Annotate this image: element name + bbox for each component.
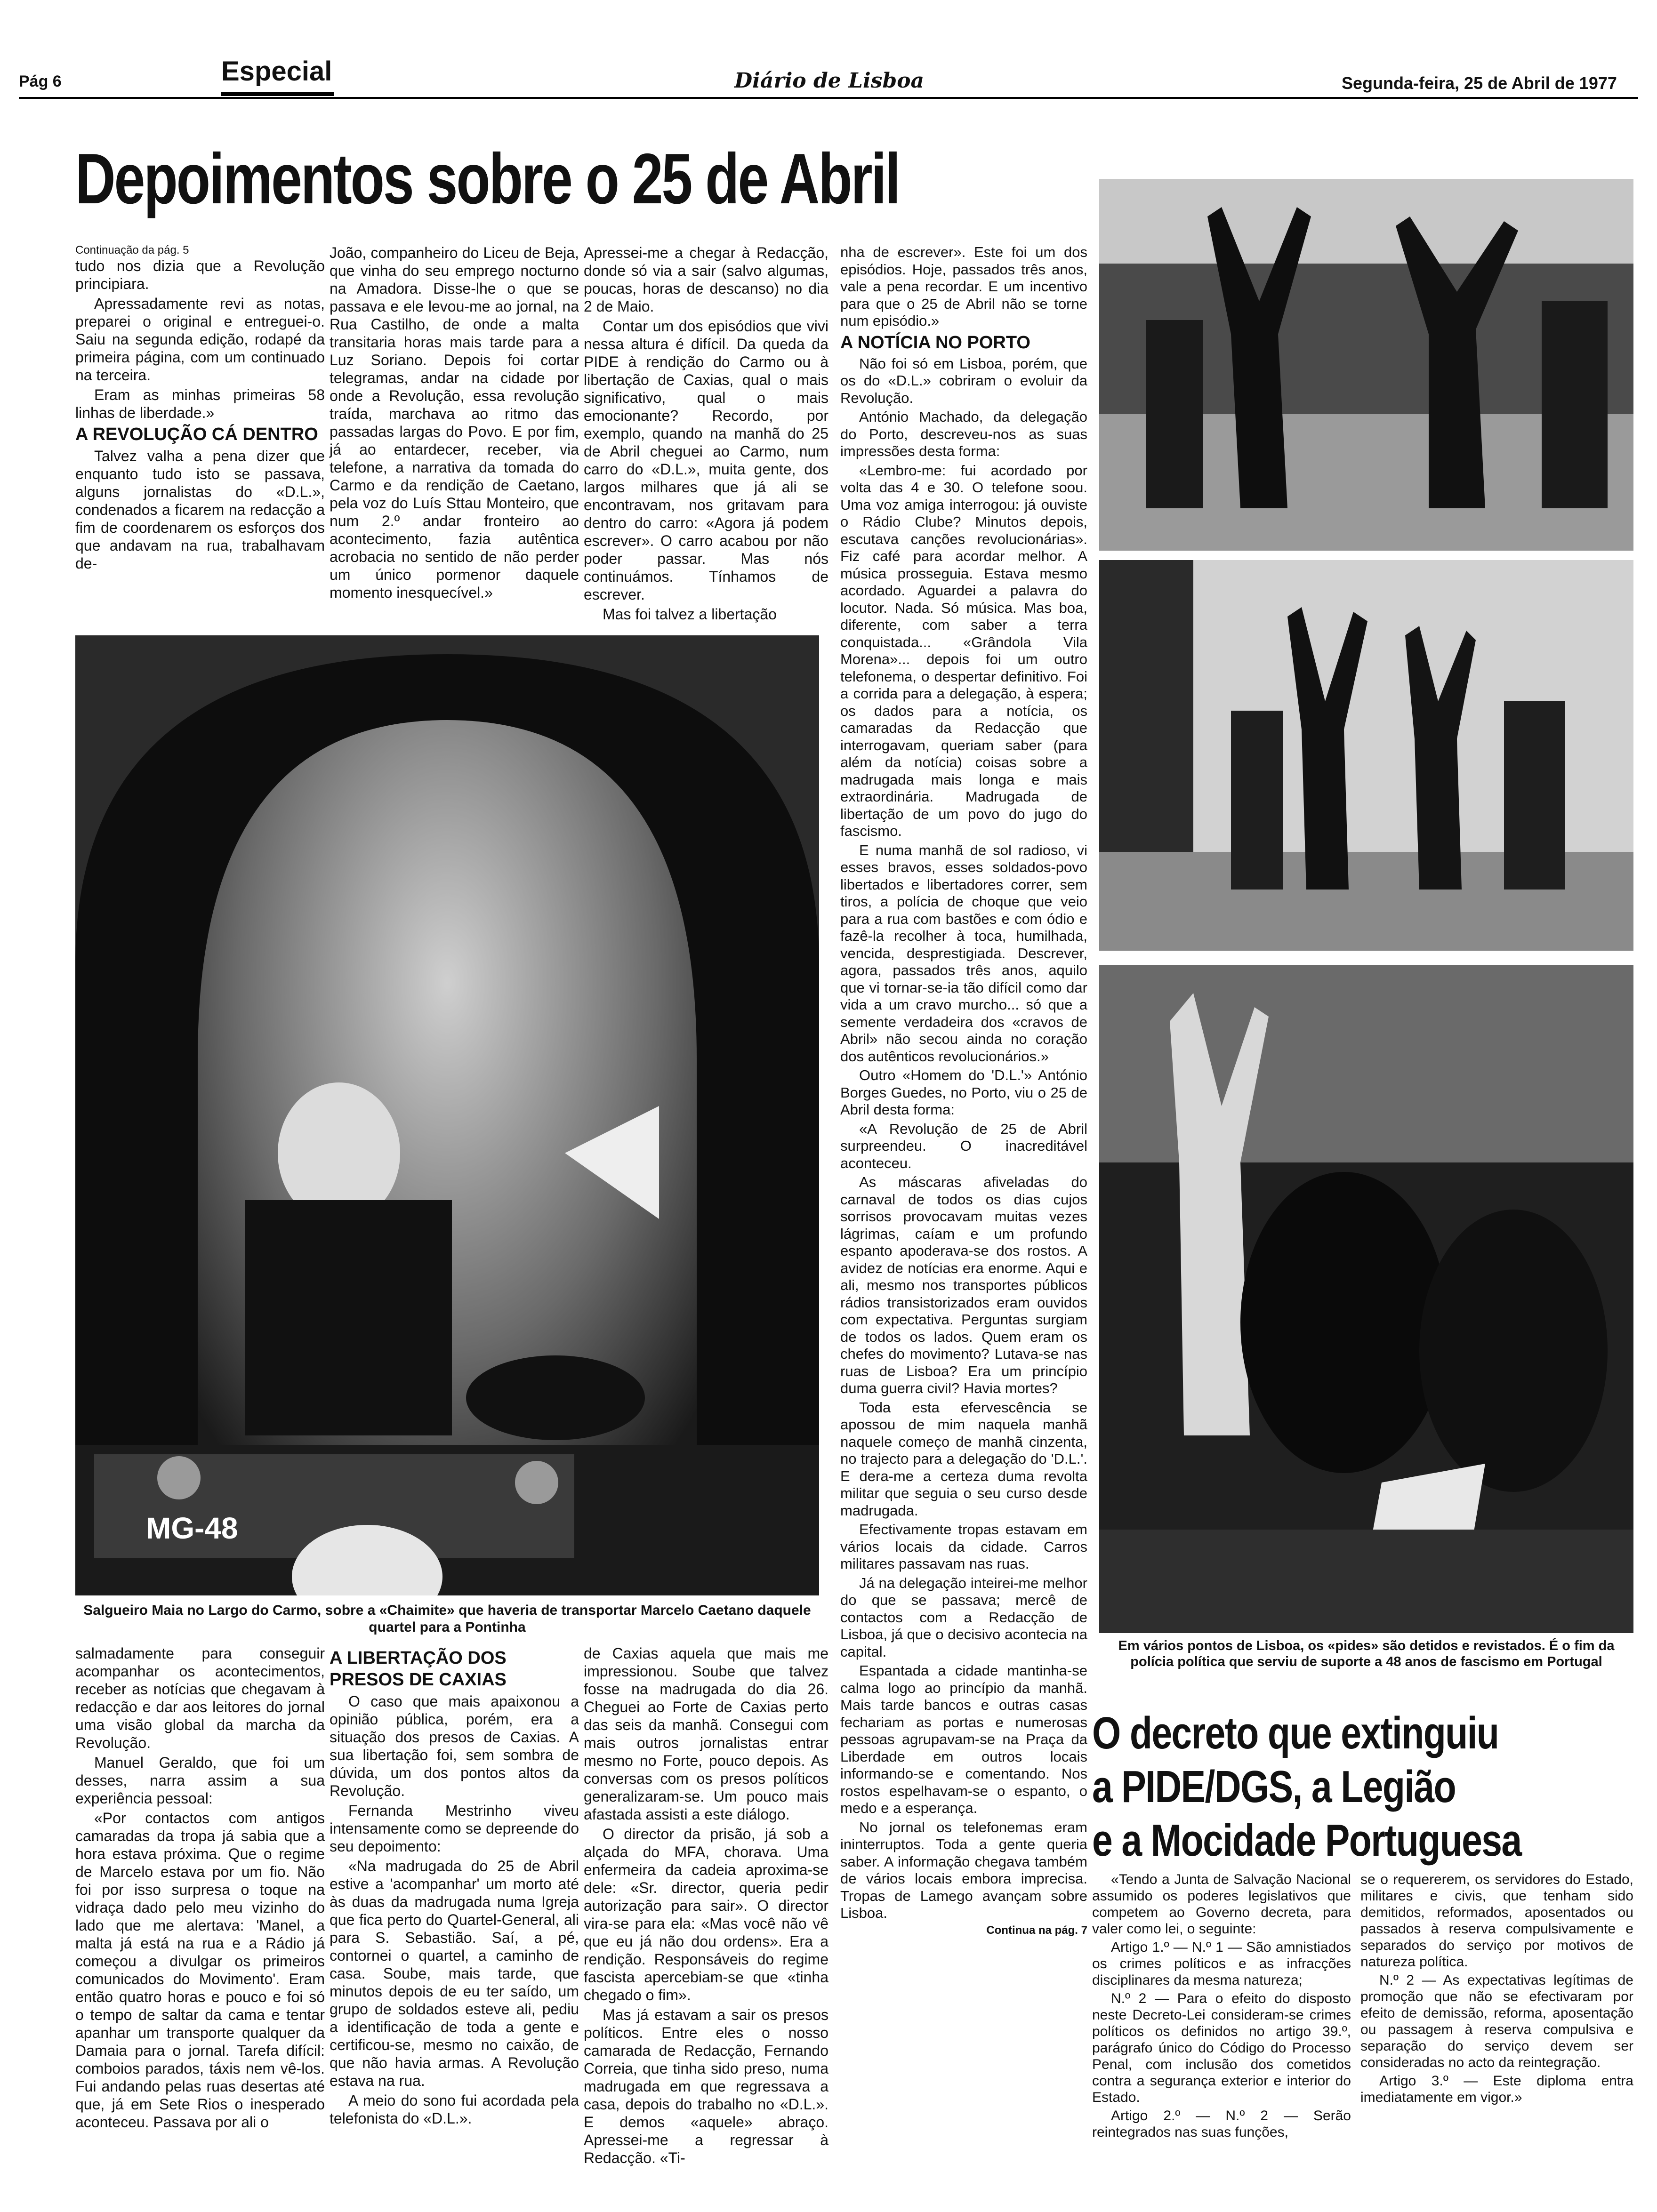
paragraph: O director da prisão, já sob a alçada do MFA, chorava. Uma enfermeira da cadeia aproxima-se dele: «Sr. director, queria pedir autorização para sair». O director vira-se para ela: «Mas você não vê que eu já não dou ordens». Era a rendição. Responsáveis do regime fascista apercebiam-se que «tinha chegado o fim». [584, 1826, 828, 2004]
paragraph: salmadamente para conseguir acompanhar os acontecimentos, receber as notícias que chegavam à redacção e dar aos leitores do jornal uma visão global da marcha da Revolução. [75, 1645, 325, 1751]
masthead: Diário de Lisboa [734, 69, 925, 93]
header-rule [19, 97, 1638, 99]
vehicle-plate: MG-48 [146, 1511, 238, 1545]
column-1-top [75, 244, 325, 620]
column-3-bottom [584, 1644, 828, 2190]
paragraph: Apressadamente revi as notas, preparei o original e entreguei-o. Saiu na segunda edição, rodapé da primeira página, com um continuado na terceira. [75, 295, 325, 384]
issue-date: Segunda-feira, 25 de Abril de 1977 [1342, 73, 1617, 93]
decree-headline-line-3: e a Mocidade Portuguesa [1092, 1815, 1521, 1866]
paragraph: Contar um dos episódios que vivi nessa altura é difícil. Da queda da PIDE à rendição do Carmo ou à libertação de Caxias, qual o mais significativo, qual o mais emocionante? Recordo, por exemplo, quando na manhã do 25 de Abril cheguei ao Carmo, num carro do «D.L.», muita gente, dos largos milhares que já ali se encontravam, nos gritavam para dentro do carro: «Agora já podem escrever». O carro acabou por não poder passar. Mas nós continuámos. Tínhamos de escrever. [584, 318, 828, 603]
paragraph: Já na delegação inteirei-me melhor do que se passava; mercê de contactos com a Redacção de Lisboa, já que o decisivo acontecia na capital. [840, 1574, 1087, 1660]
paragraph: tudo nos dizia que a Revolução principiara. [75, 257, 325, 292]
paragraph: «Tendo a Junta de Salvação Nacional assumido os poderes legislativos que competem ao Governo decreta, para valer como lei, o seguinte: [1092, 1872, 1351, 1937]
decree-headline-line-2: a PIDE/DGS, a Legião [1092, 1762, 1456, 1812]
right-photos-caption: Em vários pontos de Lisboa, os «pides» são detidos e revistados. É o fim da polícia política que serviu de suporte a 48 anos de fascismo em Portugal [1118, 1638, 1615, 1669]
paragraph: E numa manhã de sol radioso, vi esses bravos, esses soldados-povo libertados e libertadores correr, sem tiros, a polícia de choque que veio para a rua com bastões e com ódio e fazê-la recolher à toca, humilhada, vencida, desprestigiada. Descrever, agora, passados três anos, aquilo que vi tornar-se-ia tão difícil como dar vida a um cravo murcho... só que a semente verdadeira dos «cravos de Abril» não secou ainda no coração dos autênticos revolucionários.» [840, 842, 1087, 1065]
paragraph: Artigo 2.º — N.º 2 — Serão reintegrados nas suas funções, [1092, 2108, 1351, 2140]
paragraph: Espantada a cidade mantinha-se calma logo ao princípio da manhã. Mais tarde bancos e outras casas fechariam as portas e numerosas pessoas agrupavam-se na Praça da Liberdade em outros locais informando-se e comentando. Nos rostos espelhavam-se o espanto, o medo e a esperança. [840, 1662, 1087, 1816]
paragraph: Talvez valha a pena dizer que enquanto tudo isto se passava, alguns jornalistas do «D.L.», condenados a ficarem na redacção a fim de coordenarem os esforços dos que andavam na rua, trabalhavam de- [75, 448, 325, 572]
column-2-bottom [330, 1647, 579, 2193]
photo-pides-1 [1099, 179, 1633, 551]
paragraph: João, companheiro do Liceu de Beja, que vinha do seu emprego nocturno na Amadora. Disse-lhe o que se passava e ele levou-me ao jornal, na Rua Castilho, de onde a malta transitaria horas mais tarde para a Luz Soriano. Depois foi cortar telegramas, andar na cidade por onde a Revolução, essa revolução traída, marchava ao ritmo das passadas largas do Povo. E por fim, já ao entardecer, receber, via telefone, a narrativa da tomada do Carmo e da rendição de Caetano, pela voz do Luís Sttau Monteiro, que num 2.º andar fronteiro ao acontecimento, fazia autêntica acrobacia no sentido de não perder um único pormenor daquele momento inesquecível.» [330, 244, 579, 601]
main-photo-caption: Salgueiro Maia no Largo do Carmo, sobre a «Chaimite» que haveria de transportar Marcelo Caetano daquele quartel para a Pontinha [83, 1603, 811, 1635]
paragraph: Apressei-me a chegar à Redacção, donde só via a sair (salvo algumas, poucas, horas de descanso) no dia 2 de Maio. [584, 244, 828, 315]
photo-pides-3 [1099, 965, 1633, 1633]
paragraph: se o requererem, os servidores do Estado, militares e civis, que tenham sido demitidos, reformados, aposentados ou passados à reserva compulsivamente e separados do serviço por motivos de natureza política. [1360, 1872, 1633, 1970]
subhead-revolucao-ca-dentro: A REVOLUÇÃO CÁ DENTRO [75, 425, 318, 444]
photo-scene [1099, 560, 1633, 951]
paragraph: As máscaras afiveladas do carnaval de todos os dias cujos sorrisos provocavam muitas vezes lágrimas, caíam e um profundo espanto apoderava-se dos rostos. A avidez de notícias era enorme. Aqui e ali, mesmo nos transportes públicos rádios transistorizados eram ouvidos com expectativa. Perguntas surgiam de todos os lados. Quem eram os chefes do movimento? Lutava-se nas ruas de Lisboa? Era um princípio duma guerra civil? Havia mortes? [840, 1174, 1087, 1396]
column-1-bottom [75, 1644, 325, 2190]
page-number: Pág 6 [19, 72, 62, 90]
paragraph: Mas já estavam a sair os presos políticos. Entre eles o nosso camarada de Redacção, Fernando Correia, que tinha sido preso, numa madrugada em que regressava a casa, depois do trabalho no «D.L.». E demos «aquele» abraço. Apressei-me a regressar à Redacção. «Ti- [584, 2006, 828, 2166]
paragraph: «Na madrugada do 25 de Abril estive a 'acompanhar' um morto até às duas da madrugada numa Igreja que fica perto do Quartel-General, ali para S. Sebastião. Saí, a pé, contornei o quartel, a caminho de casa. Soube, mais tarde, que minutos depois de eu ter saído, um grupo de soldados esteve ali, pediu a identificação de toda a gente e certificou-se, mesmo no caixão, de que não havia armas. A Revolução estava na rua. [330, 1858, 579, 2089]
continued-to: Continua na pág. 7 [986, 1923, 1087, 1937]
photo-pides-2 [1099, 560, 1633, 951]
continued-from: Continuação da pág. 5 [75, 244, 189, 256]
photo-scene [1099, 965, 1633, 1633]
decree-headline-line-1: O decreto que extinguiu [1092, 1708, 1499, 1758]
subhead-libertacao-caxias: A LIBERTAÇÃO DOS PRESOS DE CAXIAS [330, 1648, 507, 1690]
paragraph: Não foi só em Lisboa, porém, que os do «D.L.» cobriram o evoluir da Revolução. [840, 355, 1087, 406]
paragraph: Eram as minhas primeiras 58 linhas de liberdade.» [75, 386, 325, 421]
paragraph: N.º 2 — Para o efeito do disposto neste Decreto-Lei consideram-se crimes políticos os definidos no artigo 39.º, parágrafo único do Código do Processo Penal, com inclusão dos cometidos contra a segurança exterior e interior do Estado. [1092, 1991, 1351, 2105]
paragraph: Efectivamente tropas estavam em vários locais da cidade. Carros militares passavam nas ruas. [840, 1521, 1087, 1572]
subhead-noticia-porto: A NOTÍCIA NO PORTO [840, 332, 1030, 353]
paragraph: N.º 2 — As expectativas legítimas de promoção que não se efectivaram por efeito de demissão, reforma, aposentação ou passagem à reserva compulsiva e separação do serviço devem ser consideradas no acto da reintegração. [1360, 1972, 1633, 2070]
paragraph: «A Revolução de 25 de Abril surpreendeu. O inacreditável aconteceu. [840, 1120, 1087, 1171]
section-label: Especial [221, 56, 332, 87]
photo-scene [75, 635, 819, 1595]
paragraph: «Por contactos com antigos camaradas da tropa já sabia que a hora estava próxima. Que o regime de Marcelo estava por um fio. Não foi por isso surpresa o toque na vidraça dado pelo meu vizinho do lado que me alertava: 'Manel, a malta já está na rua e a Rádio já começou a divulgar os primeiros comunicados do Movimento'. Eram então quatro horas e pouco e foi só o tempo de saltar da cama e tentar apanhar um transporte qualquer da Damaia para o jornal. Tarefa difícil: comboios parados, táxis nem vê-los. Fui andando pelas ruas desertas até que, já em Sete Rios o inesperado aconteceu. Passava por ali o [75, 1810, 325, 2131]
paragraph: Artigo 3.º — Este diploma entra imediatamente em vigor.» [1360, 2073, 1633, 2105]
paragraph: O caso que mais apaixonou a opinião pública, porém, era a situação dos presos de Caxias. A sua libertação foi, sem sombra de dúvida, um dos pontos altos da Revolução. [330, 1693, 579, 1799]
decree-column-left [1092, 1871, 1351, 2196]
paragraph: Mas foi talvez a libertação [603, 606, 777, 623]
paragraph: Toda esta efervescência se apossou de mim naquela manhã naquele começo de manhã cinzenta, no trajecto para a delegação do 'D.L.'. E dera-me a certeza duma revolta militar que seguia o seu curso desde madrugada. [840, 1399, 1087, 1519]
section-underline [221, 92, 334, 96]
paragraph: A meio do sono fui acordada pela telefonista do «D.L.». [330, 2092, 579, 2127]
photo-scene [1099, 179, 1633, 551]
main-headline: Depoimentos sobre o 25 de Abril [75, 139, 900, 219]
paragraph: Outro «Homem do 'D.L.'» António Borges Guedes, no Porto, viu o 25 de Abril desta forma: [840, 1067, 1087, 1118]
paragraph: António Machado, da delegação do Porto, descreveu-nos as suas impressões desta forma: [840, 409, 1087, 459]
decree-column-right [1360, 1871, 1633, 2196]
paragraph: Fernanda Mestrinho viveu intensamente como se depreende do seu depoimento: [330, 1802, 579, 1855]
column-2-top [330, 244, 579, 630]
paragraph: Artigo 1.º — N.º 1 — São amnistiados os crimes políticos e as infracções disciplinares da mesma natureza; [1092, 1940, 1351, 1988]
paragraph: de Caxias aquela que mais me impressionou. Soube que talvez fosse na madrugada do dia 26. Cheguei ao Forte de Caxias perto das seis da manhã. Consegui com mais outros jornalistas entrar mesmo no Forte, pouco depois. As conversas com os presos políticos generalizaram-se. Um pouco mais afastada assisti a este diálogo. [584, 1645, 828, 1823]
paragraph: No jornal os telefonemas eram ininterruptos. Toda a gente queria saber. A informação chegava também de vários locais embora imprecisa. Tropas de Lamego avançam sobre Lisboa. [840, 1819, 1087, 1921]
paragraph: «Lembro-me: fui acordado por volta das 4 e 30. O telefone soou. Uma voz amiga interrogou: já ouviste o Rádio Clube? Minutos depois, escutava canções revolucionárias». Fiz café para acordar melhor. A música prosseguia. Estava mesmo acordado. Aguardei a palavra do locutor. Nada. Só música. Mas boa, diferente, com saber a terra conquistada... «Grândola Vila Morena»... depois foi um outro telefonema, o despertar definitivo. Foi a corrida para a delegação, à espera; os dados para a notícia, os camaradas da Redacção que interrogavam, queriam saber (para além da notícia) coisas sobre a madrugada mais longa e mais extraordinária. Madrugada de libertação de um povo do jugo do fascismo. [840, 462, 1087, 839]
photo-salgueiro-maia [75, 635, 819, 1595]
paragraph: nha de escrever». Este foi um dos episódios. Hoje, passados três anos, vale a pena recordar. E um incentivo para que o 25 de Abril não se torne num episódio.» [840, 244, 1087, 329]
column-3-top [584, 244, 828, 630]
paragraph: Manuel Geraldo, que foi um desses, narra assim a sua experiência pessoal: [75, 1754, 325, 1807]
column-4 [840, 244, 1087, 2197]
